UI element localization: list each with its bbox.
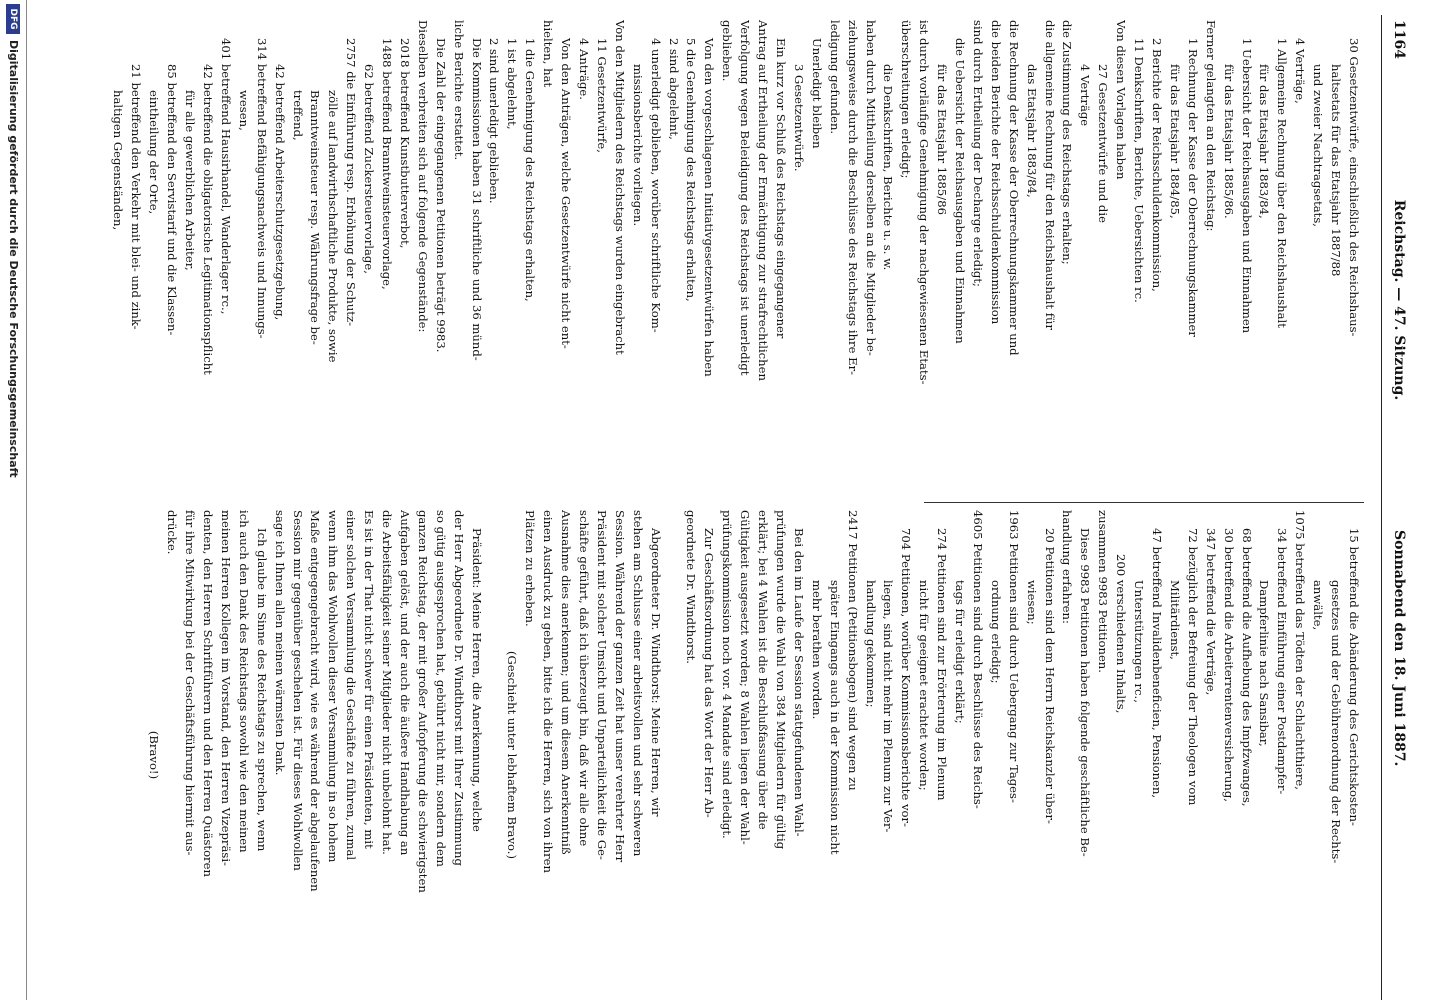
text-line: 274 Petitionen sind zur Erörterung im Plenum	[935, 528, 950, 801]
text-line	[485, 510, 503, 1000]
text-line: Antrag auf Ertheilung der Ermächtigung zur strafrechtlichen	[756, 20, 771, 381]
text-line: 20 Petitionen sind dem Herrn Reichskanzler über-	[1042, 528, 1057, 824]
text-line: einen Ausdruck zu geben, bitte ich die Herren, sich von ihren	[541, 510, 556, 873]
left-text-column	[109, 20, 1362, 500]
text-line: 401 betreffend Hausirhandel, Wanderlager rc.,	[218, 38, 233, 315]
text-line: zusammen 9983 Petitionen.	[1096, 510, 1111, 673]
text-line: und zweier Nachtragsetats,	[1311, 64, 1326, 227]
header-rule	[1381, 15, 1382, 1000]
text-line: für das Etatsjahr 1884/85,	[1167, 64, 1182, 219]
text-line: Unerledigt bleiben	[809, 38, 824, 149]
text-line: liche Berichte erstattet.	[451, 20, 466, 161]
text-line: 5 die Genehmigung des Reichstags erhalten,	[684, 38, 699, 302]
text-line: 42 betreffend Arbeiterschutzgesetzgebung,	[272, 64, 287, 321]
text-line: 30 betreffend die Arbeiterrentenversicherung,	[1221, 528, 1236, 802]
column-divider	[924, 502, 1364, 503]
text-line: das Etatsjahr 1883/84,	[1024, 64, 1039, 198]
text-line: 42 betreffend die obligatorische Legitimationspflicht	[201, 64, 215, 375]
text-line: so gütig ausgesprochen hat, gebührt nicht mir, sondern dem	[433, 510, 448, 867]
text-line: Ich glaube im Sinne des Reichstags zu sprechen, wenn	[254, 528, 269, 852]
text-line: für alle gewerblichen Arbeiter,	[183, 90, 198, 271]
text-line: 72 bezüglich der Befreiung der Theologen vom	[1185, 528, 1200, 806]
session-date: Sonnabend den 18. Juni 1887.	[1391, 530, 1407, 767]
text-line: ganzen Reichstag, der mit großer Aufopferung die schwierigsten	[415, 510, 430, 893]
text-line: 30 Gesetzentwürfe, einschließlich des Reichshaus-	[1347, 38, 1361, 337]
text-line: Diese 9983 Petitionen haben folgende geschäftliche Be-	[1078, 528, 1093, 857]
text-line: haltigen Gegenständen,	[111, 90, 126, 231]
text-line: die Denkschriften, Berichte u. s. w.	[881, 64, 896, 271]
text-line: ordnung erledigt;	[988, 580, 1003, 684]
text-line: für das Etatsjahr 1885/86.	[1221, 64, 1236, 219]
text-line: Maße entgegengebracht wird, wie es während der abgelaufenen	[308, 510, 323, 892]
text-line: 1 Uebersicht der Reichsausgaben und Einnahmen	[1239, 38, 1254, 334]
text-line: nicht für geeignet erachtet worden;	[917, 580, 932, 791]
text-line: der Herr Abgeordnete Dr. Windthorst mit Ihrer Zustimmung	[451, 510, 466, 866]
text-line: 2757 die Einführung resp. Erhöhung der Schutz-	[344, 38, 359, 326]
text-line: anwälte,	[1311, 580, 1326, 631]
text-line: für das Etatsjahr 1885/86	[935, 64, 950, 215]
text-line: 3 Gesetzentwürfe.	[791, 64, 806, 172]
text-line: Branntweinsteuer resp. Währungsfrage be-	[308, 90, 323, 345]
text-line: Dieselben verbreiten sich auf folgende Gegenstände:	[415, 20, 430, 333]
text-line: meinen Herren Kollegen im Vorstand, den Herren Vizepräsi-	[218, 510, 233, 866]
text-line: Ferner gelangten an den Reichstag:	[1203, 20, 1218, 232]
text-line: 21 betreffend den Verkehr mit blei- und zink-	[129, 64, 144, 330]
text-line: ich auch den Dank des Reichstags sowohl wie den meinen	[236, 510, 251, 853]
text-line: 27 Gesetzentwürfe und die	[1096, 64, 1111, 223]
text-line: überschreitungen erledigt;	[899, 20, 914, 179]
text-line: 85 betreffend den Servistarif und die Klassen-	[165, 64, 180, 336]
text-line	[664, 510, 682, 1000]
text-line: einer solchen Versammlung die Geschäfte zu führen, zumal	[344, 510, 359, 861]
text-line: Von diesen Vorlagen haben	[1114, 20, 1129, 180]
text-line: die Arbeitsfähigkeit seiner Mitglieder nicht unbelohnt hat.	[380, 510, 395, 855]
right-text-column	[144, 510, 1362, 1000]
text-line: 200 verschiedenen Inhalts,	[1114, 554, 1129, 714]
digitization-credit: Digitalisierung gefördert durch die Deutsche Forschungsgemeinschaft	[7, 40, 20, 478]
text-line: drücke.	[165, 510, 180, 555]
text-line: Bei den im Laufe der Session stattgefundenen Wahl-	[791, 528, 806, 837]
text-line: ist durch vorläufige Genehmigung der nachgewiesenen Etats-	[917, 20, 932, 385]
text-line: handlung erfahren:	[1060, 510, 1075, 624]
text-line: hielten, hat	[541, 20, 556, 88]
text-line: 15 betreffend die Abänderung des Gerichtskosten-	[1347, 528, 1361, 826]
text-line: 62 betreffend Zuckersteuervorlage,	[362, 64, 377, 274]
text-line: Es ist in der That nicht schwer für einen Präsidenten, mit	[362, 510, 377, 849]
text-line: ledigung gefunden.	[827, 20, 842, 135]
text-line: 1075 betreffend das Tödten der Schlachtthiere,	[1293, 510, 1308, 790]
text-line: haltsetats für das Etatsjahr 1887/88	[1329, 64, 1344, 277]
text-line: gesetzes und der Gebührenordnung der Rechts-	[1329, 580, 1344, 864]
text-line: Unterstützungen rc.,	[1132, 580, 1147, 703]
text-line: 2018 betreffend Kunstbutterverbot,	[397, 38, 412, 249]
text-line: 704 Petitionen, worüber Kommissionsberichte vor-	[899, 528, 914, 827]
text-line: 68 betreffend die Aufhebung des Impfzwanges,	[1239, 528, 1254, 807]
text-line: Die Zahl der eingegangenen Petitionen beträgt 9983.	[433, 38, 448, 353]
text-line: 4605 Petitionen sind durch Beschlüsse des Reichs-	[970, 510, 985, 809]
text-line: später Eingangs auch in der Kommission nicht	[827, 580, 842, 855]
text-line: (Geschieht unter lebhaftem Bravo.)	[505, 651, 520, 859]
text-line: 1 die Genehmigung des Reichstags erhalten,	[523, 38, 538, 302]
text-line: Verfolgung wegen Beleidigung des Reichstags ist unerledigt	[738, 20, 753, 376]
page-number: 1164	[1391, 20, 1407, 59]
text-line: Präsident: Meine Herren, die Anerkennung, welche	[469, 528, 484, 832]
text-line: liegen, sind nicht mehr im Plenum zur Ver-	[881, 580, 896, 833]
text-line: 4 Anträge.	[577, 38, 592, 100]
text-line: prüfungen wurde die Wahl von 384 Mitgliedern für gültig	[774, 510, 788, 850]
text-line: die Zustimmung des Reichstags erhalten;	[1060, 20, 1075, 265]
text-line: wesen,	[236, 90, 251, 131]
text-line: Die Kommissionen haben 31 schriftliche und 36 münd-	[469, 38, 484, 361]
text-line: 1 Rechnung der Kasse der Oberrechnungskammer	[1185, 38, 1200, 337]
text-line: 47 betreffend Invalidenbeneficien, Pensionen,	[1150, 528, 1165, 799]
text-line: 1488 betreffend Branntweinsteuervorlage,	[380, 38, 395, 290]
text-line: Abgeordneter Dr. Windthorst: Meine Herren, wir	[648, 528, 663, 817]
text-line: Zur Geschäftsordnung hat das Wort der Herr Ab-	[702, 528, 717, 818]
text-line: 4 unerledigt geblieben, worüber schriftliche Kom-	[648, 38, 663, 333]
text-line: 11 Denkschriften, Berichte, Uebersichten rc.	[1132, 38, 1147, 303]
text-line: prüfungskommission noch vor. 4 Mandate sind erledigt.	[720, 510, 735, 839]
text-line: treffend,	[290, 90, 305, 141]
text-line: tags für erledigt erklärt;	[953, 580, 968, 724]
text-line: sind durch Ertheilung der Decharge erledigt;	[970, 20, 985, 287]
text-line: geordnete Dr. Windthorst.	[684, 510, 699, 664]
text-line: 4 Verträge	[1078, 64, 1093, 127]
text-line: Von den Mitgliedern des Reichstags wurden eingebracht	[612, 20, 627, 355]
text-line: Ausnahme dies anerkennen; und um diesem Anerkenntniß	[559, 510, 574, 855]
text-line: die Rechnung der Kasse der Oberrechnungskammer und	[1006, 20, 1021, 356]
text-line: Session. Während der ganzen Zeit hat unser verehrter Herr	[612, 510, 627, 863]
text-line: schäfte geführt, daß ich überzeugt bin, daß wir alle ohne	[577, 510, 592, 847]
text-line: mehr berathen worden.	[809, 580, 824, 720]
text-line: 11 Gesetzentwürfe,	[594, 38, 609, 153]
text-line: 314 betreffend Befähigungsnachweis und Innungs-	[254, 38, 269, 339]
text-line: 2417 Petitionen (Petitionsbogen) sind wegen zu	[845, 510, 860, 791]
text-line: 4 Verträge,	[1293, 38, 1308, 104]
text-line: Dampferlinie nach Sansibar,	[1257, 580, 1272, 747]
text-line: die beiden Berichte der Reichsschuldenkommission	[988, 20, 1003, 325]
dfg-logo: DFG	[6, 4, 20, 34]
text-line: Aufgaben gelöst, und der auch die äußere Handhabung an	[397, 510, 412, 856]
text-line: sage ich Ihnen allen meinen wärmsten Dank.	[272, 510, 287, 776]
text-line: stehen am Schlusse einer arbeitsvollen und sehr schweren	[630, 510, 645, 857]
text-line: 2 sind abgelehnt,	[666, 38, 681, 140]
text-line: 2 Berichte der Reichsschuldenkommission,	[1150, 38, 1165, 292]
text-line: Präsident mit solcher Umsicht und Unparteilichkeit die Ge-	[594, 510, 609, 860]
text-line: Von den Anträgen, welche Gesetzentwürfe nicht ent-	[559, 38, 574, 349]
text-line: die allgemeine Rechnung für den Reichshaushalt für	[1042, 20, 1057, 331]
text-line: Militärdienst,	[1167, 580, 1182, 660]
text-line: handlung gekommen;	[863, 580, 878, 708]
text-line: ziehungsweise durch die Beschlüsse des Reichstags ihre Er-	[845, 20, 860, 376]
text-line: denten, den Herren Schriftführern und den Herren Quästoren	[201, 510, 215, 877]
text-line: eintheilung der Orte,	[147, 90, 162, 215]
text-line: zölle auf landwirthschaftliche Produkte, sowie	[326, 90, 341, 363]
text-line: 1 ist abgelehnt,	[505, 38, 520, 130]
text-line: Gültigkeit ausgesetzt worden; 8 Wahlen liegen der Wahl-	[738, 510, 753, 845]
digitization-footer	[0, 0, 27, 1000]
text-line: 1963 Petitionen sind durch Uebergang zur Tages-	[1006, 510, 1021, 803]
text-line: Plätzen zu erheben.	[523, 510, 538, 627]
text-line: 347 betreffend die Verträge,	[1203, 528, 1218, 696]
text-line: 2 sind unerledigt geblieben.	[487, 38, 502, 204]
text-line: wiesen;	[1024, 580, 1039, 625]
text-line: Session mir gegenüber geschehen ist. Für dieses Wohlwollen	[290, 510, 305, 871]
text-line: für ihre Mitwirkung bei der Geschäftsführung hiermit aus-	[183, 510, 198, 856]
text-line: missionsberichte vorliegen.	[630, 64, 645, 227]
text-line: für das Etatsjahr 1883/84,	[1257, 64, 1272, 219]
text-line: erklärt; bei 4 Wahlen ist die Beschlußfassung über die	[756, 510, 771, 830]
text-line: wenn ihm das Wohlwollen dieser Versammlung in so hohem	[326, 510, 341, 863]
text-line: (Bravo!)	[147, 730, 162, 780]
text-line: 34 betreffend Einführung einer Postdampfer-	[1275, 528, 1290, 795]
text-line: Ein kurz vor Schluß des Reichstags eingegangener	[774, 38, 788, 339]
text-line: 1 Allgemeine Rechnung über den Reichshaushalt	[1275, 38, 1290, 328]
text-line: geblieben.	[720, 20, 735, 82]
text-line: Von den vorgeschlagenen Initiativgesetzentwürfen haben	[702, 38, 717, 377]
text-line: die Uebersicht der Reichsausgaben und Einnahmen	[953, 38, 968, 344]
session-title: Reichstag. — 47. Sitzung.	[1391, 199, 1407, 401]
text-line: haben durch Mittheilung derselben an die Mitglieder be-	[863, 20, 878, 356]
